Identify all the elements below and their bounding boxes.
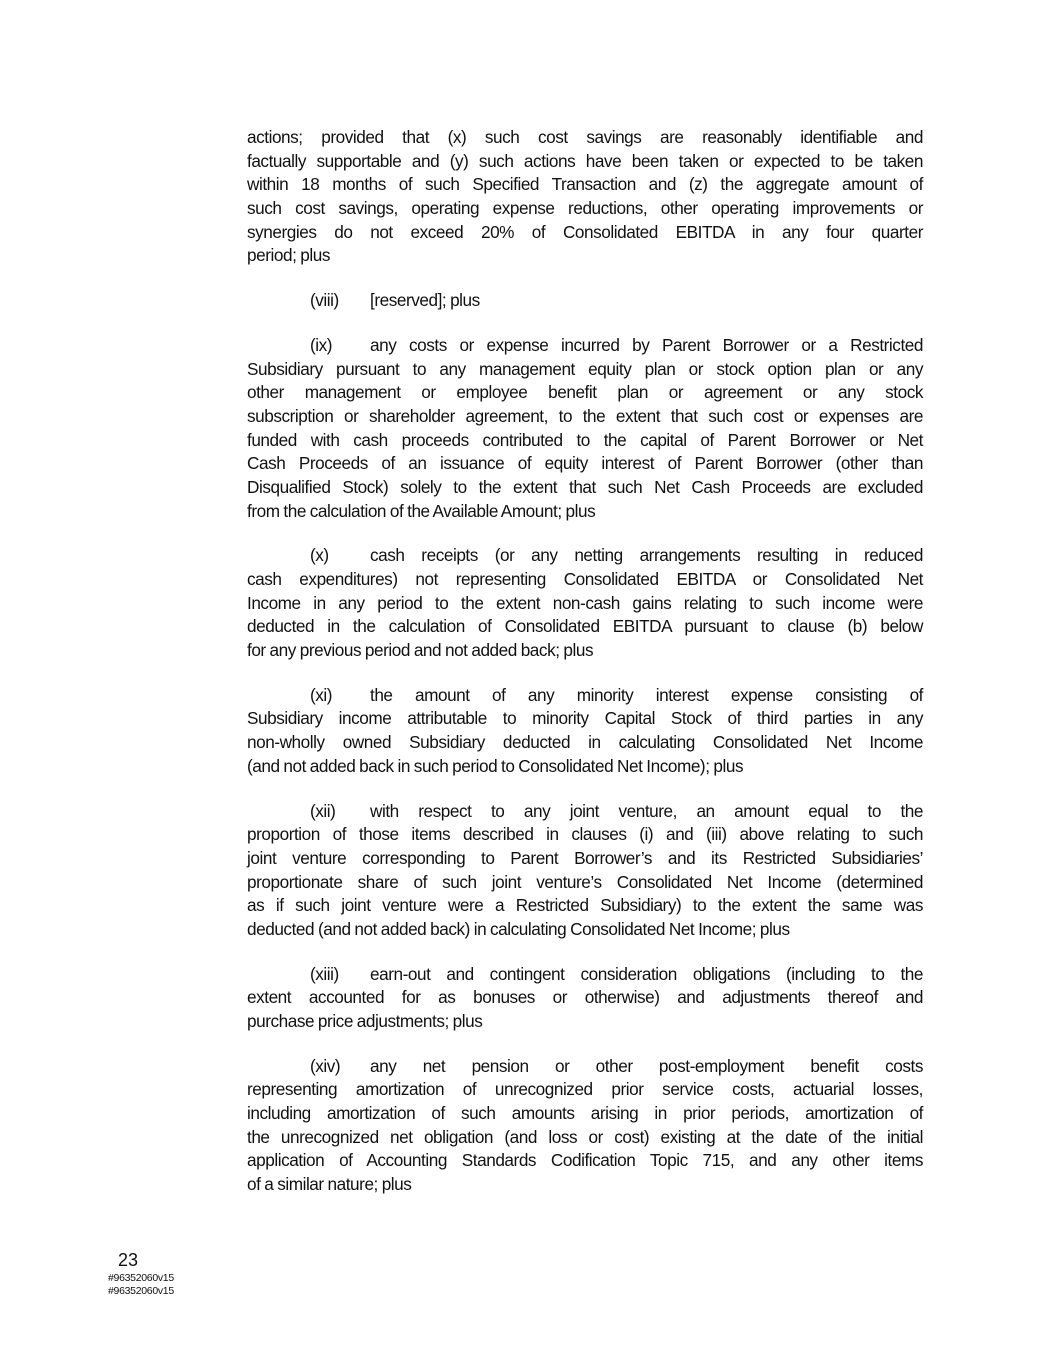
text-line: synergies do not exceed 20% of Consolidated EBITDA in any four quarter [247, 221, 923, 242]
text-line: such cost savings, operating expense reductions, other operating improvements or [247, 198, 923, 219]
paragraph [247, 126, 923, 268]
text-line: deducted in the calculation of Consolidated EBITDA pursuant to clause (b) below [247, 616, 923, 637]
paragraph [247, 289, 923, 313]
text-line: Subsidiary pursuant to any management equity plan or stock option plan or any [247, 358, 923, 379]
text-line [247, 289, 923, 313]
text-line: joint venture corresponding to Parent Borrower’s and its Restricted Subsidiaries’ [247, 847, 923, 868]
document-id: #96352060v15 [108, 1272, 174, 1284]
paragraph [247, 800, 923, 942]
paragraph [247, 334, 923, 524]
text-line: purchase price adjustments; plus [247, 1011, 483, 1031]
paragraph [247, 684, 923, 779]
clause-text: any net pension or other post-employment benefit costs [370, 1055, 923, 1076]
clause-text: with respect to any joint venture, an amount equal to the [370, 800, 923, 821]
text-line: from the calculation of the Available Amount; plus [247, 500, 596, 521]
text-line [247, 1055, 923, 1079]
text-line: Income in any period to the extent non-cash gains relating to such income were [247, 592, 923, 613]
text-line: Disqualified Stock) solely to the extent that such Net Cash Proceeds are excluded [247, 476, 923, 497]
text-line: cash expenditures) not representing Consolidated EBITDA or Consolidated Net [247, 569, 923, 589]
clause-label: (ix) [310, 334, 333, 355]
text-line: of a similar nature; plus [247, 1174, 412, 1195]
clause-label: (viii) [310, 290, 339, 311]
clause-label: (xi) [310, 684, 333, 705]
text-line: the unrecognized net obligation (and loss or cost) existing at the date of the initial [247, 1126, 923, 1147]
text-line: Cash Proceeds of an issuance of equity interest of Parent Borrower (other than [247, 453, 923, 474]
text-line: application of Accounting Standards Codification Topic 715, and any other items [247, 1150, 923, 1171]
document-body [247, 126, 923, 1218]
paragraph [247, 544, 923, 662]
clause-text: [reserved]; plus [370, 290, 480, 311]
clause-label: (x) [310, 545, 329, 566]
document-id: #96352060v15 [108, 1285, 174, 1297]
text-line: other management or employee benefit plan or agreement or any stock [247, 382, 923, 403]
text-line: period; plus [247, 245, 330, 266]
clause-text: earn-out and contingent consideration obligations (including to the [370, 963, 923, 984]
page-number: 23 [118, 1250, 139, 1270]
text-line: actions; provided that (x) such cost savings are reasonably identifiable and [247, 127, 923, 147]
text-line: deducted (and not added back) in calculating Consolidated Net Income; plus [247, 918, 790, 939]
text-line: including amortization of such amounts arising in prior periods, amortization of [247, 1103, 923, 1124]
text-line: non-wholly owned Subsidiary deducted in calculating Consolidated Net Income [247, 732, 923, 753]
text-line: Subsidiary income attributable to minority Capital Stock of third parties in any [247, 708, 923, 729]
clause-label: (xiv) [310, 1055, 341, 1076]
text-line [247, 963, 923, 987]
text-line [247, 684, 923, 708]
text-line: representing amortization of unrecognized prior service costs, actuarial losses, [247, 1079, 923, 1100]
text-line: for any previous period and not added back; plus [247, 640, 594, 661]
clause-text: the amount of any minority interest expense consisting of [370, 684, 923, 705]
text-line: funded with cash proceeds contributed to the capital of Parent Borrower or Net [247, 429, 923, 450]
clause-text: any costs or expense incurred by Parent Borrower or a Restricted [370, 334, 923, 355]
text-line: as if such joint venture were a Restricted Subsidiary) to the extent the same was [247, 895, 923, 916]
text-line: proportion of those items described in clauses (i) and (iii) above relating to such [247, 824, 923, 845]
text-line: proportionate share of such joint venture’s Consolidated Net Income (determined [247, 871, 923, 892]
text-line [247, 800, 923, 824]
text-line: within 18 months of such Specified Transaction and (z) the aggregate amount of [247, 174, 923, 195]
text-line: factually supportable and (y) such actions have been taken or expected to be taken [247, 150, 923, 171]
paragraph [247, 1055, 923, 1197]
clause-text: cash receipts (or any netting arrangements resulting in reduced [370, 545, 923, 566]
clause-label: (xii) [310, 800, 336, 821]
text-line: (and not added back in such period to Consolidated Net Income); plus [247, 755, 744, 776]
text-line [247, 334, 923, 358]
text-line: extent accounted for as bonuses or otherwise) and adjustments thereof and [247, 987, 923, 1008]
text-line: subscription or shareholder agreement, to the extent that such cost or expenses are [247, 405, 923, 426]
clause-label: (xiii) [310, 963, 339, 984]
text-line [247, 544, 923, 568]
paragraph [247, 963, 923, 1034]
